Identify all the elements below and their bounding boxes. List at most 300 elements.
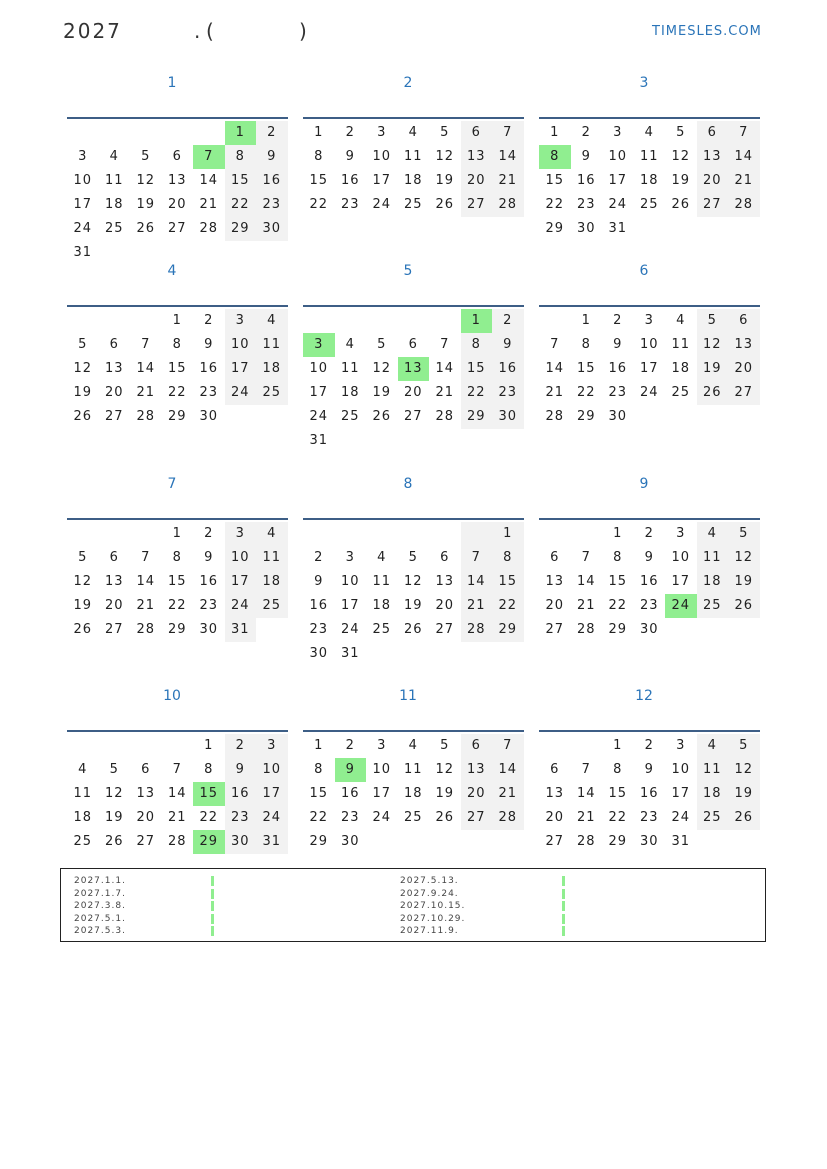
month-divider [303, 730, 524, 732]
day-cell: 12 [403, 574, 423, 589]
day-cell: 2 [204, 313, 214, 328]
day-cell: 21 [435, 385, 455, 400]
day-cell: 19 [435, 173, 455, 188]
month-day-grid [303, 121, 524, 217]
day-cell: 14 [492, 145, 524, 169]
empty-day-cell [461, 522, 493, 546]
day-cell: 5 [728, 734, 760, 758]
day-cell: 18 [697, 570, 729, 594]
day-cell: 8 [204, 762, 214, 777]
day-cell: 22 [225, 193, 257, 217]
legend-date: 2027.10.15. [400, 901, 466, 911]
day-cell: 19 [697, 357, 729, 381]
day-cell: 28 [199, 221, 219, 236]
day-cell: 30 [492, 405, 524, 429]
day-cell: 15 [461, 357, 493, 381]
day-cell: 7 [440, 337, 450, 352]
month-divider [67, 305, 288, 307]
day-cell: 20 [435, 598, 455, 613]
empty-day-cell [571, 522, 603, 546]
day-cell: 17 [225, 357, 257, 381]
day-cell: 2 [492, 309, 524, 333]
day-cell: 16 [309, 598, 329, 613]
day-cell: 5 [440, 738, 450, 753]
day-cell: 14 [435, 361, 455, 376]
day-cell: 13 [545, 786, 565, 801]
day-cell: 21 [576, 810, 596, 825]
day-cell: 19 [435, 786, 455, 801]
day-cell: 12 [73, 361, 93, 376]
day-cell: 29 [576, 409, 596, 424]
month-divider [539, 117, 760, 119]
month-title: 8 [403, 476, 413, 492]
holiday-color-swatch [562, 901, 565, 911]
day-cell: 17 [372, 786, 392, 801]
holiday-day-cell: 1 [225, 121, 257, 145]
day-cell: 18 [73, 810, 93, 825]
day-cell: 8 [581, 337, 591, 352]
day-cell: 10 [225, 333, 257, 357]
day-cell: 14 [199, 173, 219, 188]
day-cell: 1 [314, 738, 324, 753]
day-cell: 3 [78, 149, 88, 164]
day-cell: 14 [136, 574, 156, 589]
day-cell: 5 [141, 149, 151, 164]
day-cell: 25 [403, 810, 423, 825]
legend-row [400, 913, 570, 926]
day-cell: 11 [340, 361, 360, 376]
day-cell: 21 [136, 598, 156, 613]
day-cell: 4 [697, 522, 729, 546]
day-cell: 5 [78, 550, 88, 565]
day-cell: 11 [104, 173, 124, 188]
day-cell: 30 [225, 830, 257, 854]
day-cell: 19 [73, 598, 93, 613]
day-cell: 11 [403, 149, 423, 164]
day-cell: 7 [581, 762, 591, 777]
day-cell: 30 [340, 834, 360, 849]
month-day-grid [539, 522, 760, 642]
day-cell: 9 [644, 762, 654, 777]
day-cell: 30 [639, 834, 659, 849]
empty-day-cell [303, 522, 335, 546]
day-cell: 7 [172, 762, 182, 777]
day-cell: 28 [136, 409, 156, 424]
day-cell: 24 [671, 810, 691, 825]
holiday-day-cell: 29 [193, 830, 225, 854]
day-cell: 18 [671, 361, 691, 376]
day-cell: 27 [461, 806, 493, 830]
day-cell: 28 [576, 834, 596, 849]
day-cell: 21 [461, 594, 493, 618]
day-cell: 27 [728, 381, 760, 405]
day-cell: 25 [104, 221, 124, 236]
day-cell: 12 [697, 333, 729, 357]
month-divider [303, 117, 524, 119]
day-cell: 17 [225, 570, 257, 594]
day-cell: 8 [461, 333, 493, 357]
day-cell: 6 [550, 550, 560, 565]
day-cell: 29 [167, 622, 187, 637]
day-cell: 13 [461, 145, 493, 169]
holiday-day-cell: 1 [461, 309, 493, 333]
legend-date: 2027.5.13. [400, 876, 459, 886]
day-cell: 8 [172, 337, 182, 352]
holiday-day-cell: 8 [539, 145, 571, 169]
day-cell: 7 [492, 121, 524, 145]
day-cell: 18 [372, 598, 392, 613]
month-day-grid [539, 309, 760, 429]
day-cell: 7 [581, 550, 591, 565]
day-cell: 22 [492, 594, 524, 618]
empty-day-cell [67, 309, 99, 333]
day-cell: 15 [492, 570, 524, 594]
day-cell: 6 [109, 337, 119, 352]
day-cell: 2 [225, 734, 257, 758]
day-cell: 14 [167, 786, 187, 801]
legend-date: 2027.11.9. [400, 926, 459, 936]
day-cell: 20 [104, 598, 124, 613]
empty-day-cell [571, 734, 603, 758]
day-cell: 4 [676, 313, 686, 328]
month-title: 12 [635, 688, 653, 704]
day-cell: 30 [199, 409, 219, 424]
day-cell: 23 [256, 193, 288, 217]
day-cell: 23 [639, 598, 659, 613]
day-cell: 18 [256, 357, 288, 381]
day-cell: 21 [728, 169, 760, 193]
day-cell: 5 [408, 550, 418, 565]
legend-date: 2027.1.7. [74, 888, 126, 899]
day-cell: 30 [256, 217, 288, 241]
day-cell: 22 [199, 810, 219, 825]
month-title: 4 [167, 263, 177, 279]
day-cell: 20 [545, 598, 565, 613]
day-cell: 27 [435, 622, 455, 637]
day-cell: 19 [403, 598, 423, 613]
day-cell: 19 [136, 197, 156, 212]
day-cell: 2 [644, 738, 654, 753]
day-cell: 16 [639, 786, 659, 801]
legend-row [74, 900, 224, 913]
site-logo[interactable]: TIMESLES.COM [652, 24, 762, 39]
holiday-color-swatch [562, 889, 565, 899]
day-cell: 15 [608, 786, 628, 801]
day-cell: 8 [225, 145, 257, 169]
day-cell: 26 [435, 197, 455, 212]
day-cell: 2 [613, 313, 623, 328]
legend-date: 2027.5.1. [74, 913, 126, 924]
legend-row [400, 875, 570, 888]
day-cell: 6 [697, 121, 729, 145]
day-cell: 28 [492, 806, 524, 830]
day-cell: 29 [309, 834, 329, 849]
day-cell: 10 [372, 762, 392, 777]
day-cell: 15 [225, 169, 257, 193]
day-cell: 21 [576, 598, 596, 613]
day-cell: 5 [728, 522, 760, 546]
day-cell: 31 [671, 834, 691, 849]
legend-row [74, 888, 224, 901]
day-cell: 30 [608, 409, 628, 424]
day-cell: 7 [492, 734, 524, 758]
empty-day-cell [539, 309, 571, 333]
month-day-grid [539, 121, 760, 241]
day-cell: 10 [671, 762, 691, 777]
day-cell: 28 [728, 193, 760, 217]
day-cell: 3 [225, 522, 257, 546]
day-cell: 21 [545, 385, 565, 400]
month-day-grid [303, 522, 524, 666]
legend-column-right [400, 875, 570, 938]
month-day-grid [539, 734, 760, 854]
day-cell: 27 [104, 622, 124, 637]
day-cell: 23 [639, 810, 659, 825]
legend-row [400, 900, 570, 913]
day-cell: 24 [225, 381, 257, 405]
day-cell: 11 [372, 574, 392, 589]
day-cell: 1 [492, 522, 524, 546]
legend-row [400, 888, 570, 901]
day-cell: 23 [608, 385, 628, 400]
day-cell: 15 [545, 173, 565, 188]
month-divider [67, 730, 288, 732]
legend-date: 2027.9.24. [400, 888, 459, 899]
day-cell: 9 [644, 550, 654, 565]
day-cell: 18 [256, 570, 288, 594]
day-cell: 18 [639, 173, 659, 188]
day-cell: 24 [225, 594, 257, 618]
month-title: 2 [403, 75, 413, 91]
month-divider [539, 730, 760, 732]
day-cell: 13 [545, 574, 565, 589]
title-open-paren: ( [206, 19, 216, 43]
day-cell: 10 [608, 149, 628, 164]
day-cell: 27 [136, 834, 156, 849]
day-cell: 11 [73, 786, 93, 801]
empty-day-cell [539, 734, 571, 758]
day-cell: 20 [545, 810, 565, 825]
day-cell: 5 [78, 337, 88, 352]
day-cell: 25 [256, 381, 288, 405]
day-cell: 31 [309, 433, 329, 448]
day-cell: 16 [199, 361, 219, 376]
day-cell: 14 [492, 758, 524, 782]
day-cell: 28 [136, 622, 156, 637]
day-cell: 13 [728, 333, 760, 357]
day-cell: 28 [435, 409, 455, 424]
day-cell: 14 [545, 361, 565, 376]
empty-day-cell [366, 309, 398, 333]
day-cell: 11 [403, 762, 423, 777]
month-title: 10 [163, 688, 181, 704]
day-cell: 13 [167, 173, 187, 188]
day-cell: 7 [141, 550, 151, 565]
day-cell: 5 [440, 125, 450, 140]
day-cell: 13 [697, 145, 729, 169]
day-cell: 28 [492, 193, 524, 217]
day-cell: 3 [256, 734, 288, 758]
day-cell: 15 [309, 786, 329, 801]
day-cell: 15 [576, 361, 596, 376]
month-title: 9 [639, 476, 649, 492]
day-cell: 29 [608, 834, 628, 849]
month-title: 3 [639, 75, 649, 91]
day-cell: 22 [608, 810, 628, 825]
day-cell: 8 [613, 762, 623, 777]
holiday-color-swatch [211, 876, 214, 886]
day-cell: 8 [492, 546, 524, 570]
title-dot: . [194, 19, 203, 43]
day-cell: 6 [461, 121, 493, 145]
day-cell: 21 [492, 782, 524, 806]
day-cell: 3 [345, 550, 355, 565]
empty-day-cell [67, 121, 99, 145]
day-cell: 10 [73, 173, 93, 188]
day-cell: 16 [340, 173, 360, 188]
day-cell: 3 [377, 738, 387, 753]
day-cell: 25 [340, 409, 360, 424]
holiday-day-cell: 7 [193, 145, 225, 169]
empty-day-cell [130, 734, 162, 758]
day-cell: 25 [403, 197, 423, 212]
day-cell: 12 [136, 173, 156, 188]
month-divider [539, 518, 760, 520]
day-cell: 22 [167, 385, 187, 400]
day-cell: 9 [581, 149, 591, 164]
day-cell: 15 [309, 173, 329, 188]
month-divider [67, 117, 288, 119]
day-cell: 22 [576, 385, 596, 400]
day-cell: 16 [639, 574, 659, 589]
day-cell: 3 [613, 125, 623, 140]
day-cell: 15 [167, 361, 187, 376]
day-cell: 30 [576, 221, 596, 236]
day-cell: 6 [550, 762, 560, 777]
empty-day-cell [335, 522, 367, 546]
day-cell: 22 [309, 810, 329, 825]
day-cell: 1 [581, 313, 591, 328]
day-cell: 18 [403, 786, 423, 801]
day-cell: 14 [136, 361, 156, 376]
day-cell: 27 [104, 409, 124, 424]
day-cell: 13 [136, 786, 156, 801]
day-cell: 11 [256, 546, 288, 570]
empty-day-cell [398, 522, 430, 546]
empty-day-cell [99, 522, 131, 546]
day-cell: 17 [372, 173, 392, 188]
day-cell: 6 [728, 309, 760, 333]
day-cell: 9 [345, 149, 355, 164]
day-cell: 17 [671, 574, 691, 589]
day-cell: 6 [408, 337, 418, 352]
day-cell: 12 [728, 546, 760, 570]
day-cell: 11 [639, 149, 659, 164]
month-day-grid [67, 121, 288, 265]
day-cell: 2 [644, 526, 654, 541]
day-cell: 10 [372, 149, 392, 164]
day-cell: 16 [225, 782, 257, 806]
day-cell: 9 [492, 333, 524, 357]
day-cell: 14 [576, 786, 596, 801]
holiday-color-swatch [211, 901, 214, 911]
day-cell: 20 [728, 357, 760, 381]
empty-day-cell [303, 309, 335, 333]
day-cell: 12 [104, 786, 124, 801]
day-cell: 17 [608, 173, 628, 188]
day-cell: 7 [141, 337, 151, 352]
month-day-grid [67, 734, 288, 854]
empty-day-cell [162, 121, 194, 145]
day-cell: 6 [109, 550, 119, 565]
legend-date: 2027.5.3. [74, 926, 126, 936]
day-cell: 16 [256, 169, 288, 193]
day-cell: 14 [728, 145, 760, 169]
month-day-grid [67, 309, 288, 429]
day-cell: 19 [728, 570, 760, 594]
month-divider [539, 305, 760, 307]
day-cell: 24 [372, 197, 392, 212]
empty-day-cell [67, 734, 99, 758]
day-cell: 28 [545, 409, 565, 424]
day-cell: 4 [256, 522, 288, 546]
day-cell: 10 [225, 546, 257, 570]
day-cell: 29 [545, 221, 565, 236]
day-cell: 6 [141, 762, 151, 777]
day-cell: 27 [545, 834, 565, 849]
day-cell: 2 [314, 550, 324, 565]
day-cell: 26 [435, 810, 455, 825]
title-close-paren: ) [299, 19, 309, 43]
day-cell: 20 [697, 169, 729, 193]
day-cell: 9 [204, 550, 214, 565]
day-cell: 9 [314, 574, 324, 589]
day-cell: 26 [73, 622, 93, 637]
day-cell: 12 [671, 149, 691, 164]
day-cell: 11 [671, 337, 691, 352]
day-cell: 24 [639, 385, 659, 400]
day-cell: 26 [73, 409, 93, 424]
day-cell: 19 [671, 173, 691, 188]
day-cell: 29 [608, 622, 628, 637]
day-cell: 26 [372, 409, 392, 424]
day-cell: 30 [639, 622, 659, 637]
day-cell: 4 [408, 738, 418, 753]
day-cell: 2 [345, 125, 355, 140]
empty-day-cell [335, 309, 367, 333]
empty-day-cell [130, 309, 162, 333]
legend-row [74, 875, 224, 888]
day-cell: 25 [256, 594, 288, 618]
day-cell: 2 [256, 121, 288, 145]
day-cell: 24 [309, 409, 329, 424]
empty-day-cell [162, 734, 194, 758]
day-cell: 17 [671, 786, 691, 801]
day-cell: 4 [377, 550, 387, 565]
day-cell: 31 [608, 221, 628, 236]
day-cell: 23 [340, 197, 360, 212]
day-cell: 11 [697, 758, 729, 782]
day-cell: 7 [461, 546, 493, 570]
day-cell: 13 [104, 361, 124, 376]
day-cell: 4 [78, 762, 88, 777]
day-cell: 3 [676, 738, 686, 753]
day-cell: 18 [697, 782, 729, 806]
holiday-color-swatch [211, 926, 214, 936]
day-cell: 8 [314, 762, 324, 777]
month-title: 1 [167, 75, 177, 91]
day-cell: 29 [167, 409, 187, 424]
